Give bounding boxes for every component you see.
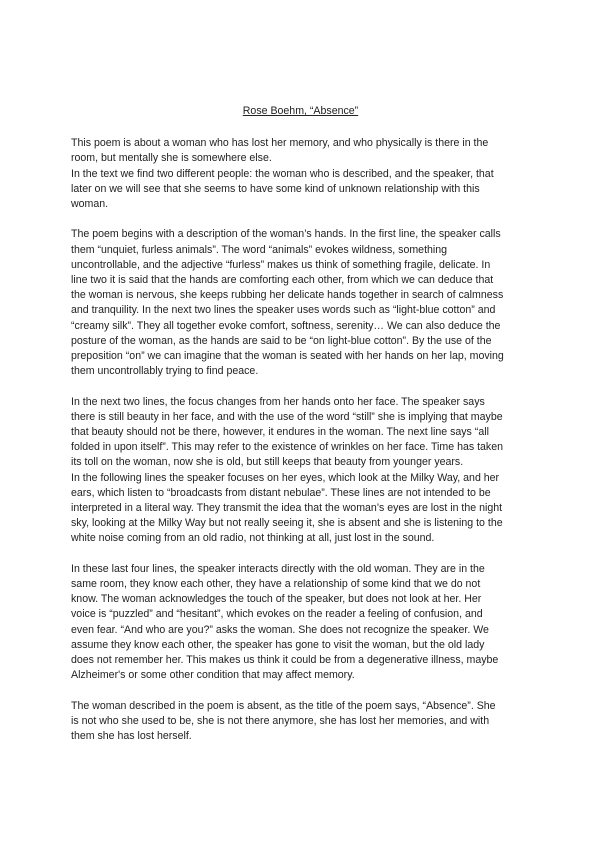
paragraph-line: its toll on the woman, now she is old, but still keeps that beauty from younger years.: [71, 456, 464, 469]
paragraph-line: preposition “on” we can imagine that the woman is seated with her hands on her lap, moving: [71, 350, 504, 363]
paragraph-line: ears, which listen to “broadcasts from distant nebulae”. These lines are not intended to be: [71, 486, 491, 499]
document-content: [71, 104, 530, 759]
paragraph-line: sky, looking at the Milky Way but not really seeing it, she is absent and she is listening to the: [71, 517, 503, 530]
paragraph-line: same room, they know each other, they have a relationship of some kind that we do not: [71, 578, 481, 591]
paragraph-line: room, but mentally she is somewhere else.: [71, 152, 272, 165]
paragraph-line: does not remember her. This makes us think it could be from a degenerative illness, maybe: [71, 654, 499, 667]
paragraph-hands: [71, 227, 530, 379]
paragraph-line: posture of the woman, as the hands are said to be “on light-blue cotton”. By the use of the: [71, 334, 492, 347]
paragraph-line: “creamy silk”. They all together evoke comfort, softness, serenity… We can also deduce the: [71, 319, 501, 332]
paragraph-line: them “unquiet, furless animals”. The word “animals” evokes wildness, something: [71, 243, 448, 256]
paragraph-line: In the next two lines, the focus changes from her hands onto her face. The speaker says: [71, 395, 485, 408]
document-title: Rose Boehm, “Absence”: [242, 105, 359, 117]
paragraph-last-lines: [71, 562, 530, 684]
paragraph-line: the woman is nervous, she keeps rubbing her delicate hands together in search of calmness: [71, 289, 504, 302]
paragraph-intro: [71, 136, 530, 212]
paragraph-line: white noise coming from an old radio, not thinking at all, just lost in the sound.: [71, 532, 435, 545]
paragraph-line: Alzheimer's or some other condition that may affect memory.: [71, 669, 355, 682]
paragraph-line: In the following lines the speaker focuses on her eyes, which look at the Milky Way, and her: [71, 471, 500, 484]
paragraph-line: interpreted in a literal way. They transmit the idea that the woman’s eyes are lost in the night: [71, 502, 503, 515]
paragraph-line: assume they know each other, the speaker has gone to visit the woman, but the old lady: [71, 638, 485, 651]
paragraph-line: line two it is said that the hands are comforting each other, from which we can deduce that: [71, 274, 494, 287]
paragraph-line: them she has lost herself.: [71, 730, 192, 743]
paragraph-line: The woman described in the poem is absent, as the title of the poem says, “Absence”. She: [71, 699, 496, 712]
paragraph-line: The poem begins with a description of the woman’s hands. In the first line, the speaker calls: [71, 228, 501, 241]
paragraph-line: and tranquility. In the next two lines the speaker uses words such as “light-blue cotton” and: [71, 304, 496, 317]
paragraph-conclusion: [71, 699, 530, 745]
paragraph-line: that beauty should not be there, however, it endures in the woman. The next line says “all: [71, 426, 489, 439]
paragraph-line: folded in upon itself”. This may refer to the existence of wrinkles on her face. Time has taken: [71, 441, 504, 454]
paragraph-line: In the text we find two different people: the woman who is described, and the speaker, that: [71, 167, 494, 180]
paragraph-line: there is still beauty in her face, and with the use of the word “still” she is implying that maybe: [71, 410, 503, 423]
paragraph-line: even fear. “And who are you?” asks the woman. She does not recognize the speaker. We: [71, 623, 489, 636]
paragraph-line: later on we will see that she seems to have some kind of unknown relationship with this: [71, 182, 480, 195]
paragraph-line: woman.: [71, 198, 109, 211]
paragraph-line: is not who she used to be, she is not there anymore, she has lost her memories, and with: [71, 714, 490, 727]
paragraph-line: In these last four lines, the speaker interacts directly with the old woman. They are in the: [71, 562, 485, 575]
paragraph-line: This poem is about a woman who has lost her memory, and who physically is there in the: [71, 137, 489, 150]
paragraph-line: them uncontrollably trying to find peace.: [71, 365, 259, 378]
paragraph-line: uncontrollable, and the adjective “furless” makes us think of something fragile, delicate. In: [71, 258, 491, 271]
paragraph-line: voice is “puzzled” and “hesitant”, which evokes on the reader a feeling of confusion, and: [71, 608, 483, 621]
paragraph-face-eyes: [71, 395, 530, 547]
paragraph-line: know. The woman acknowledges the touch of the speaker, but does not look at her. Her: [71, 593, 482, 606]
